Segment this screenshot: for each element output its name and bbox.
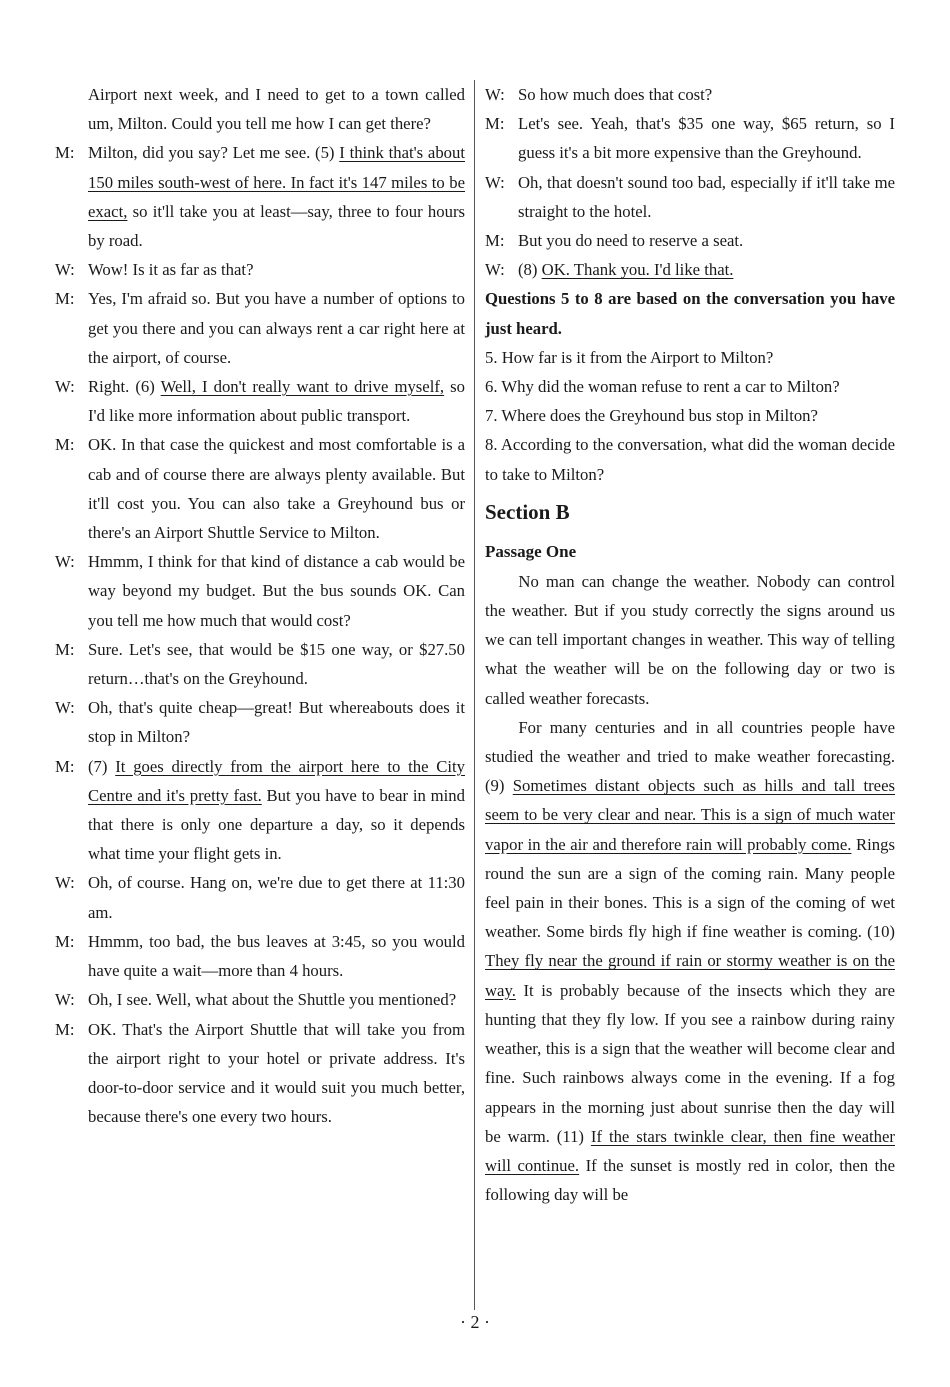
dialogue-turn xyxy=(55,430,465,547)
underlined-answer: It goes directly from the airport here to the City Centre and it's pretty fast. xyxy=(88,756,465,805)
turn-text: Oh, that's quite cheap—great! But whereabouts does it stop in Milton? xyxy=(88,698,465,747)
dialogue-turn xyxy=(485,80,895,109)
speaker-label: M: xyxy=(55,289,75,309)
underlined-answer: They fly near the ground if rain or stormy weather is on the way. xyxy=(485,951,895,1000)
speaker-label: W: xyxy=(55,698,75,718)
dialogue-turn xyxy=(55,985,465,1014)
speaker-label: W: xyxy=(485,172,505,192)
speaker-label: W: xyxy=(55,377,75,397)
turn-text: Right. (6) xyxy=(88,377,161,397)
speaker-label: W: xyxy=(55,873,75,893)
turn-text: Oh, I see. Well, what about the Shuttle you mentioned? xyxy=(88,990,457,1010)
section-title: Section B xyxy=(485,499,570,524)
dialogue-turn xyxy=(55,927,465,985)
dialogue-turn xyxy=(55,635,465,693)
underlined-answer: Well, I don't really want to drive myself, xyxy=(160,377,445,397)
paragraph-text: For many centuries and in all countries people have studied the weather and tried to make weather forecasting. (9) xyxy=(485,717,895,796)
passage-paragraph xyxy=(485,713,895,1209)
speaker-label: M: xyxy=(55,1019,75,1039)
dialogue-turn xyxy=(55,284,465,372)
dialogue-turn xyxy=(55,752,465,869)
turn-text: (8) xyxy=(518,260,542,280)
dialogue-turn xyxy=(55,868,465,926)
right-column xyxy=(485,80,895,1209)
speaker-label: W: xyxy=(485,260,505,280)
turn-text: Airport next week, and I need to get to a town called um, Milton. Could you tell me how I can get there? xyxy=(88,85,465,134)
questions-heading: Questions 5 to 8 are based on the conversation you have just heard. xyxy=(485,289,895,338)
speaker-label: M: xyxy=(55,756,75,776)
speaker-label: M: xyxy=(485,231,505,251)
question-item: 7. Where does the Greyhound bus stop in Milton? xyxy=(485,406,818,426)
dialogue-turn xyxy=(55,547,465,635)
turn-text: Milton, did you say? Let me see. (5) xyxy=(88,143,340,163)
underlined-answer: If the stars twinkle clear, then fine weather will continue. xyxy=(485,1126,895,1175)
dialogue-turn xyxy=(55,372,465,430)
paragraph-text: It is probably because of the insects which they are hunting that they fly low. If you see a rainbow during rainy weather, this is a sign that the weather will become clear and fine. Such rainbows always come in the evening. If a fog appears in the morning just about sunrise then the day will be warm. (11) xyxy=(485,980,895,1146)
turn-text: (7) xyxy=(88,756,116,776)
speaker-label: M: xyxy=(55,931,75,951)
dialogue-turn xyxy=(55,1015,465,1132)
turn-text: OK. That's the Airport Shuttle that will take you from the airport right to your hotel or private address. It's door-to-door service and it would suit you much better, because there's one every two hours. xyxy=(88,1019,465,1127)
dialogue-turn xyxy=(485,226,895,255)
question-item: 5. How far is it from the Airport to Milton? xyxy=(485,347,774,367)
turn-text: Let's see. Yeah, that's $35 one way, $65 return, so I guess it's a bit more expensive than the Greyhound. xyxy=(518,114,895,163)
speaker-label: W: xyxy=(55,552,75,572)
passage-paragraph: No man can change the weather. Nobody can control the weather. But if you study correctly the signs around us we can tell important changes in weather. This way of telling what the weather will be on the following day or two is called weather forecasts. xyxy=(485,571,895,708)
turn-text: Sure. Let's see, that would be $15 one way, or $27.50 return…that's on the Greyhound. xyxy=(88,639,465,689)
paragraph-text: Rings round the sun are a sign of the coming rain. Many people feel pain in their bones. This is a sign of the coming of wet weather. Some birds fly high if fine weather is coming. (10) xyxy=(485,834,895,942)
turn-text: But you do need to reserve a seat. xyxy=(518,231,744,251)
left-column xyxy=(55,80,465,1131)
dialogue-turn xyxy=(485,109,895,167)
dialogue-turn xyxy=(55,80,465,138)
paragraph-text: If the sunset is mostly red in color, then the following day will be xyxy=(485,1155,896,1205)
speaker-label: M: xyxy=(55,435,75,455)
speaker-label: W: xyxy=(55,990,75,1010)
column-divider xyxy=(474,80,475,1310)
turn-text: so I'd like more information about public transport. xyxy=(88,377,465,426)
turn-text: Hmmm, I think for that kind of distance a cab would be way beyond my budget. But the bus sounds OK. Can you tell me how much that would cost? xyxy=(88,552,465,630)
speaker-label: M: xyxy=(55,143,75,163)
dialogue-turn xyxy=(485,255,895,284)
turn-text: So how much does that cost? xyxy=(518,85,713,104)
dialogue-turn xyxy=(55,255,465,284)
speaker-label: W: xyxy=(55,260,75,280)
turn-text: OK. In that case the quickest and most comfortable is a cab and of course there are always plenty available. But it'll cost you. You can also take a Greyhound bus or there's an Airport Shuttle Service to Milton. xyxy=(88,435,465,543)
turn-text: Hmmm, too bad, the bus leaves at 3:45, so you would have quite a wait—more than 4 hours. xyxy=(88,931,465,981)
speaker-label: M: xyxy=(55,639,75,659)
question-item: 6. Why did the woman refuse to rent a car to Milton? xyxy=(485,377,840,397)
speaker-label: M: xyxy=(485,114,505,134)
page-number: · 2 · xyxy=(460,1312,490,1332)
passage-title: Passage One xyxy=(485,541,577,561)
underlined-answer: OK. Thank you. I'd like that. xyxy=(541,260,734,280)
question-item: 8. According to the conversation, what did the woman decide to take to Milton? xyxy=(485,435,895,484)
speaker-label: W: xyxy=(485,85,505,104)
turn-text: Oh, of course. Hang on, we're due to get there at 11:30 am. xyxy=(88,873,465,922)
turn-text: But you have to bear in mind that there is only one departure a day, so it depends what time your flight gets in. xyxy=(88,785,465,864)
turn-text: Yes, I'm afraid so. But you have a number of options to get you there and you can always rent a car right here at the airport, of course. xyxy=(88,289,465,367)
turn-text: so it'll take you at least—say, three to four hours by road. xyxy=(88,201,465,251)
dialogue-turn xyxy=(55,138,465,255)
underlined-answer: Sometimes distant objects such as hills and tall trees seem to be very clear and near. This is a sign of much water vapor in the air and therefore rain will probably come. xyxy=(485,776,895,854)
turn-text: Oh, that doesn't sound too bad, especially if it'll take me straight to the hotel. xyxy=(518,172,895,221)
underlined-answer: I think that's about 150 miles south-west of here. In fact it's 147 miles to be exact, xyxy=(88,143,465,221)
dialogue-turn xyxy=(55,693,465,751)
dialogue-turn xyxy=(485,168,895,226)
turn-text: Wow! Is it as far as that? xyxy=(88,260,254,280)
